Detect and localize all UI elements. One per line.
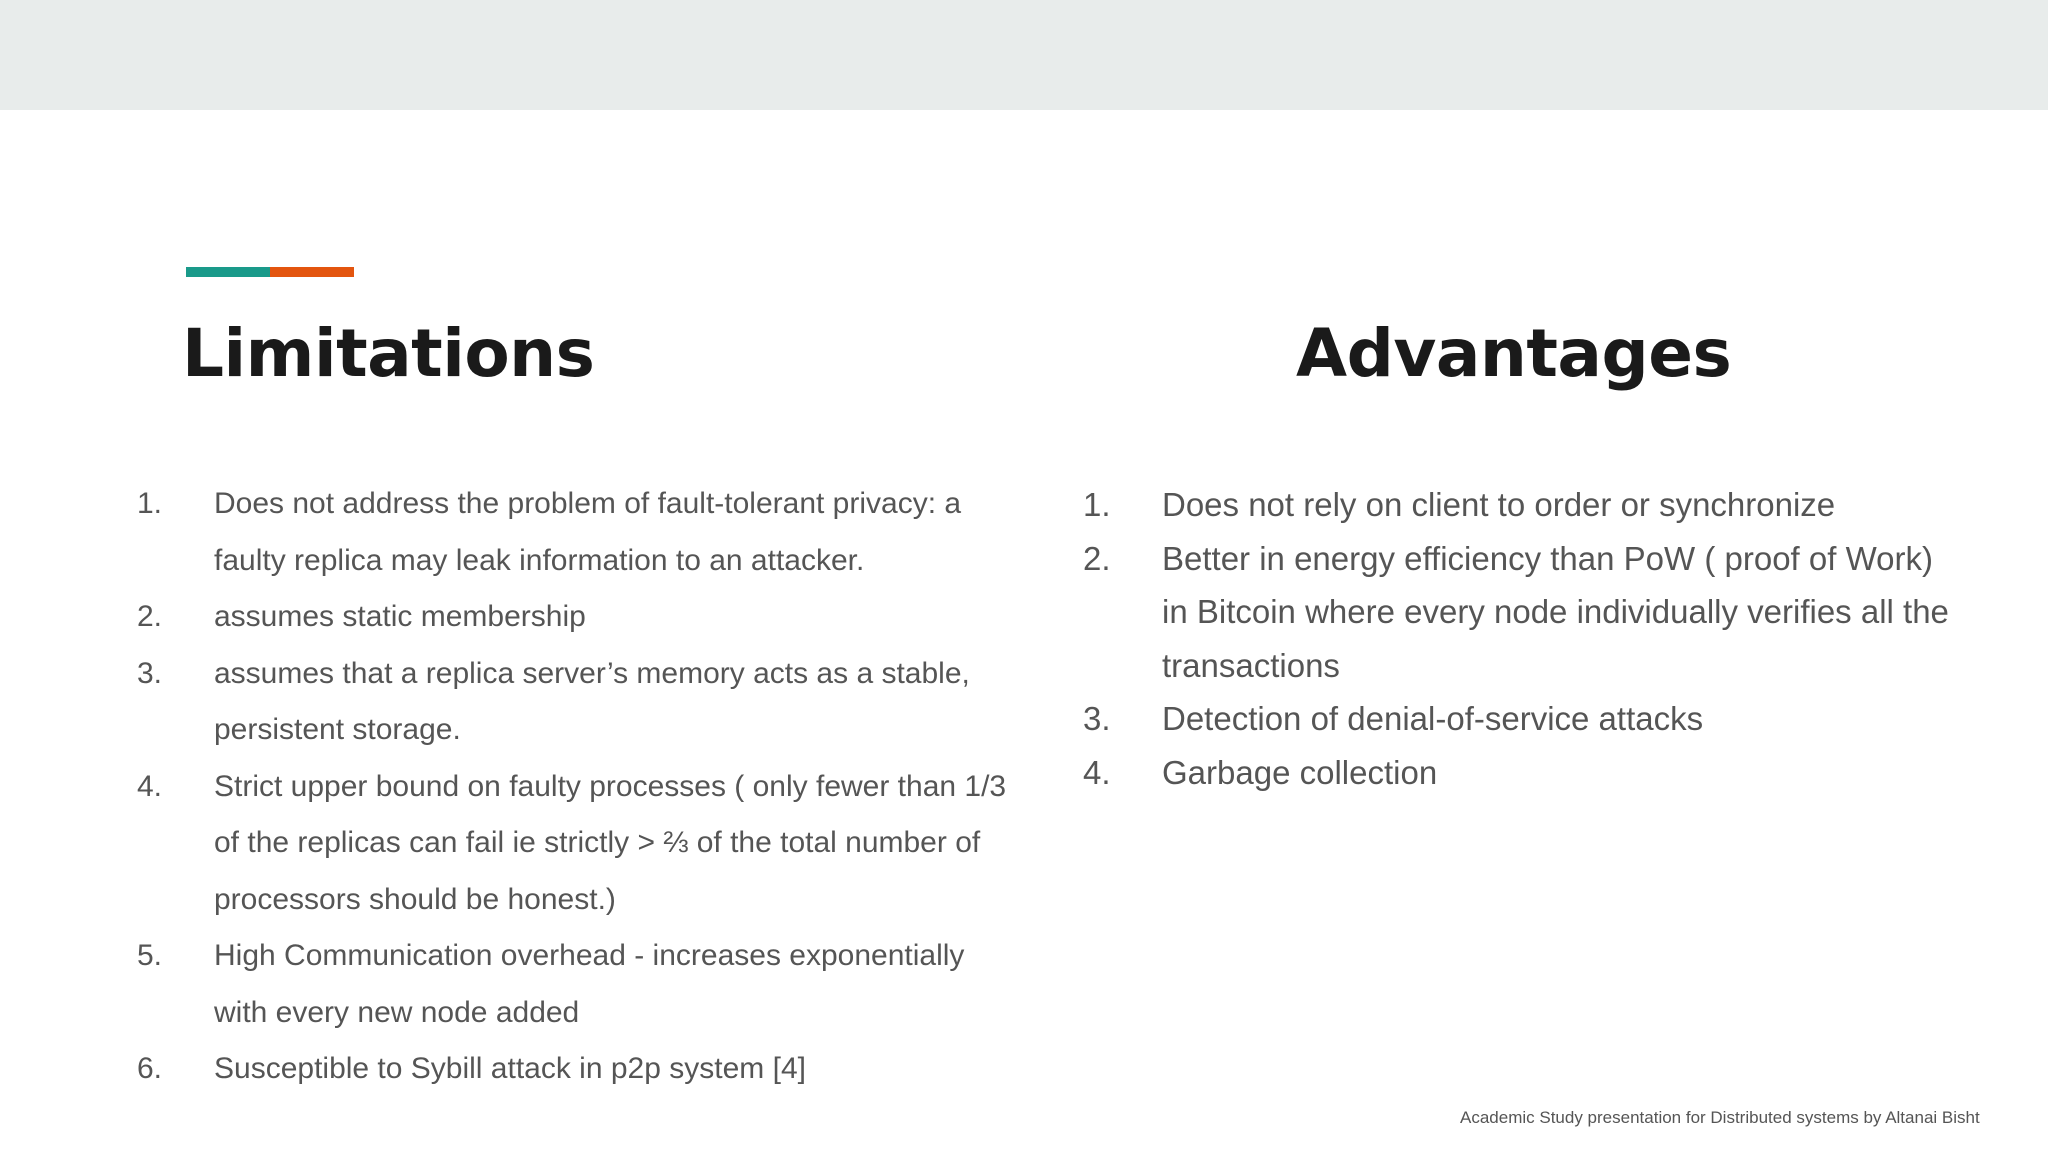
list-item-text: High Communication overhead - increases exponentially with every new node added <box>214 939 965 1029</box>
list-item-text: Does not rely on client to order or synchronize <box>1162 486 1836 523</box>
list-item <box>1083 478 1963 532</box>
list-item-number: 4. <box>137 769 163 803</box>
advantages-title: Advantages <box>1296 315 1732 392</box>
list-item <box>1083 746 1963 800</box>
list-item <box>137 476 1017 589</box>
list-item <box>1083 692 1963 746</box>
limitations-title: Limitations <box>182 315 595 392</box>
list-item-text: Better in energy efficiency than PoW ( proof of Work) in Bitcoin where every node individually verifies all the transactions <box>1162 539 1949 684</box>
list-item-text: assumes that a replica server’s memory acts as a stable, persistent storage. <box>214 656 970 746</box>
list-item-text: assumes static membership <box>214 600 586 633</box>
list-item <box>137 759 1017 929</box>
list-item <box>1083 532 1963 693</box>
advantages-list <box>1083 478 1963 799</box>
limitations-list <box>137 476 1017 1098</box>
list-item-number: 1. <box>137 487 163 520</box>
list-item-text: Garbage collection <box>1162 753 1438 791</box>
list-item <box>137 1041 1017 1098</box>
list-item-text: Susceptible to Sybill attack in p2p system [4] <box>214 1052 806 1085</box>
list-item-number: 2. <box>1083 539 1111 577</box>
accent-bar-teal <box>186 267 270 277</box>
list-item-number: 3. <box>137 656 163 690</box>
list-item-number: 2. <box>137 600 163 633</box>
list-item-number: 3. <box>1083 700 1111 737</box>
list-item <box>137 928 1017 1041</box>
header-band <box>0 0 2048 110</box>
list-item <box>137 589 1017 646</box>
list-item <box>137 646 1017 759</box>
list-item-text: Does not address the problem of fault-tolerant privacy: a faulty replica may leak information to an attacker. <box>214 487 962 577</box>
list-item-number: 6. <box>137 1052 163 1085</box>
list-item-number: 1. <box>1083 486 1111 523</box>
footer-credit: Academic Study presentation for Distributed systems by Altanai Bisht <box>1460 1108 1980 1127</box>
list-item-text: Strict upper bound on faulty processes ( only fewer than 1/3 of the replicas can fail ie strictly > ⅔ of the total number of processors should be honest.) <box>214 769 1007 916</box>
list-item-text: Detection of denial-of-service attacks <box>1162 700 1704 737</box>
list-item-number: 5. <box>137 939 163 972</box>
list-item-number: 4. <box>1083 753 1111 791</box>
accent-bar-orange <box>270 267 354 277</box>
